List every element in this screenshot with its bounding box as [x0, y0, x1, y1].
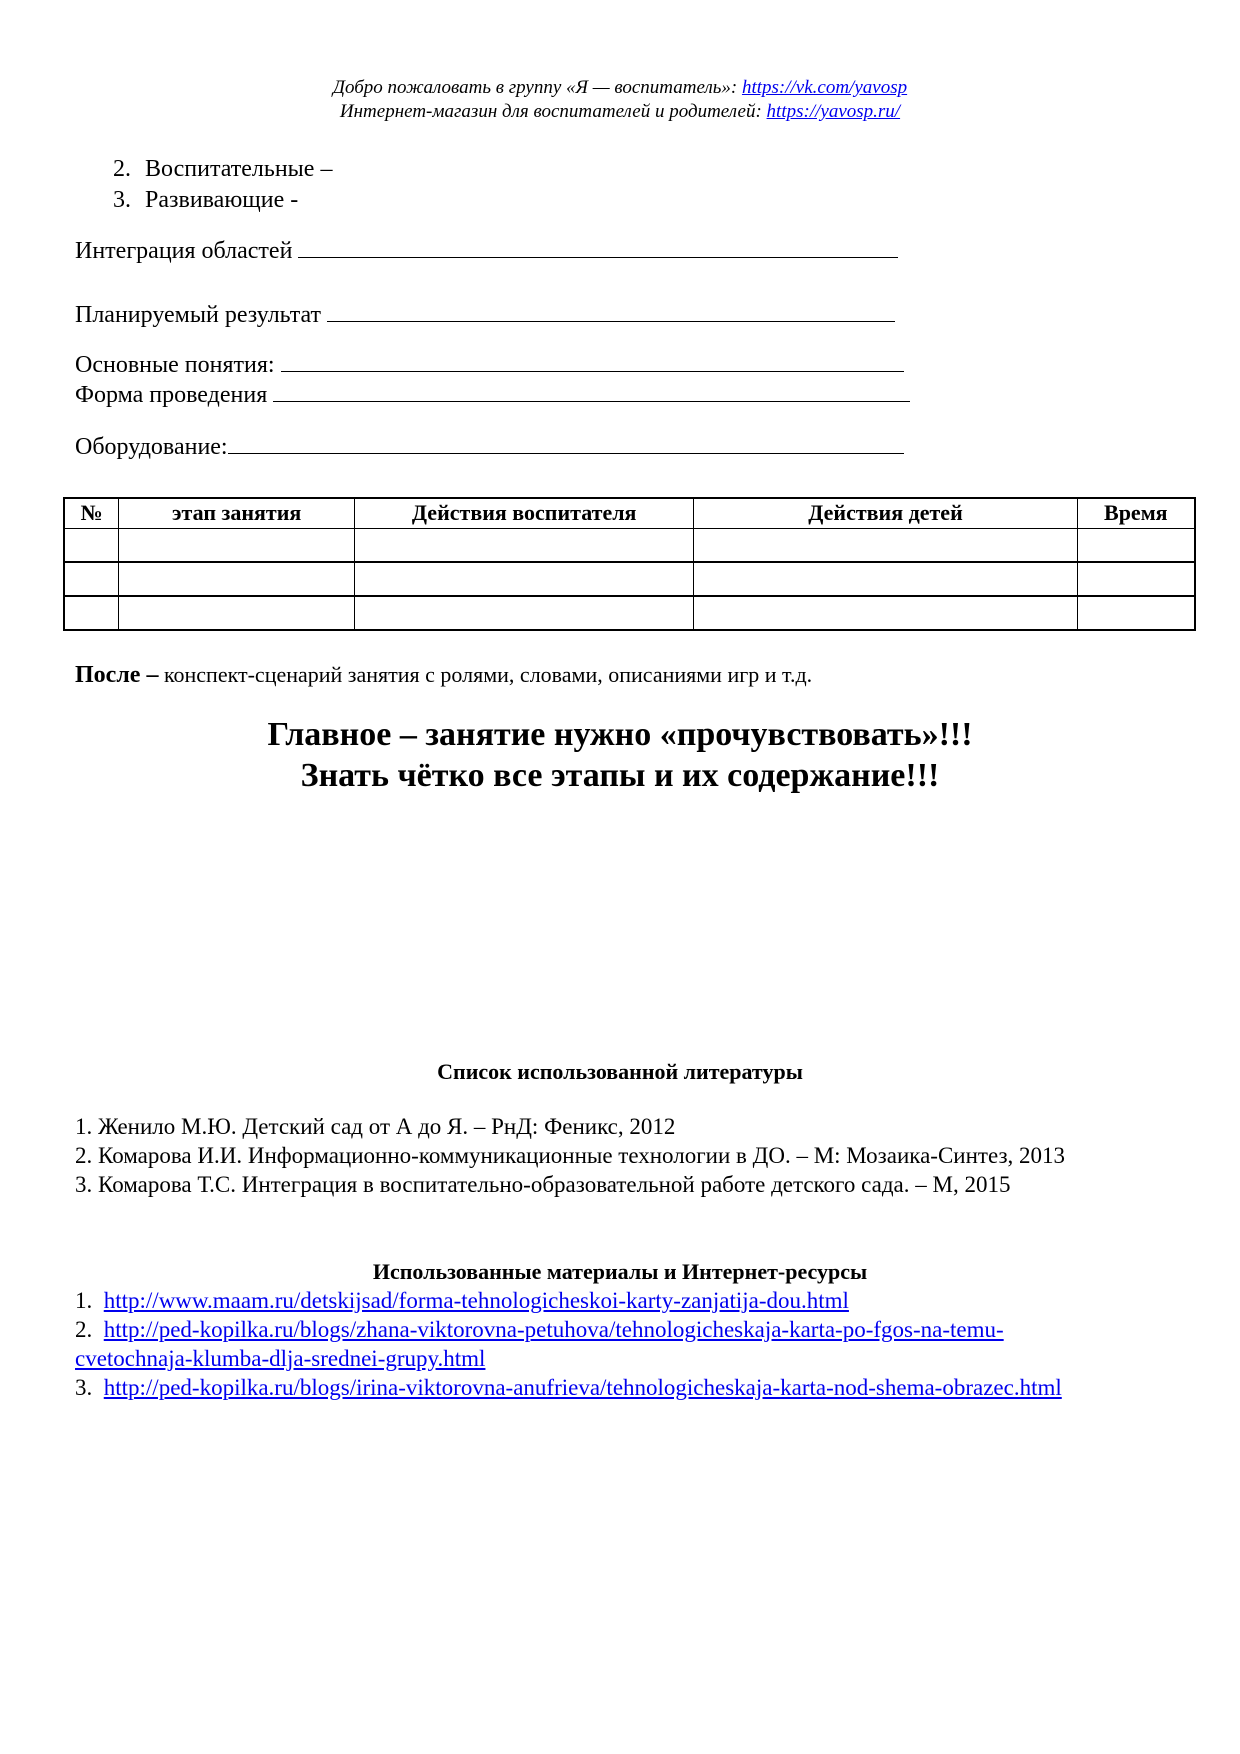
resource-link[interactable]: http://ped-kopilka.ru/blogs/zhana-viktorovna-petuhova/tehnologicheskaja-karta-po-fgos-na-temu- — [103, 1317, 1004, 1342]
lesson-table — [63, 497, 1196, 631]
col-teacher: Действия воспитателя — [354, 498, 693, 528]
resource-link[interactable]: http://www.maam.ru/detskijsad/forma-tehnologicheskoi-karty-zanjatija-dou.html — [103, 1288, 849, 1313]
resource-item: 2. http://ped-kopilka.ru/blogs/zhana-viktorovna-petuhova/tehnologicheskaja-karta-po-fgos-na-temu- — [75, 1317, 1004, 1342]
literature-item: 1. Женило М.Ю. Детский сад от А до Я. – РнД: Феникс, 2012 — [75, 1114, 676, 1139]
header-line-1: Добро пожаловать в группу «Я — воспитатель»: https://vk.com/yavosp — [332, 77, 908, 98]
resource-link[interactable]: cvetochnaja-klumba-dlja-srednei-grupy.html — [75, 1346, 486, 1371]
literature-item: 3. Комарова Т.С. Интеграция в воспитательно-образовательной работе детского сада. – М, 2015 — [75, 1172, 1011, 1197]
header-line-2: Интернет-магазин для воспитателей и родителей: https://yavosp.ru/ — [339, 101, 901, 122]
after-note: После – конспект-сценарий занятия с ролями, словами, описаниями игр и т.д. — [75, 662, 813, 688]
field-result: Планируемый результат — [75, 300, 895, 329]
table-row — [64, 596, 1195, 630]
field-integration: Интеграция областей — [75, 236, 898, 265]
literature-item: 2. Комарова И.И. Информационно-коммуникационные технологии в ДО. – М: Мозаика-Синтез, 2013 — [75, 1143, 1066, 1168]
resources-title: Использованные материалы и Интернет-ресурсы — [372, 1259, 868, 1284]
col-children: Действия детей — [694, 498, 1077, 528]
field-equipment: Оборудование: — [75, 432, 904, 461]
shop-link[interactable]: https://yavosp.ru/ — [766, 101, 901, 122]
field-concepts: Основные понятия: — [75, 350, 904, 379]
list-item: 2. Воспитательные – — [113, 156, 333, 182]
vk-link[interactable]: https://vk.com/yavosp — [741, 77, 908, 98]
resource-item: 3. http://ped-kopilka.ru/blogs/irina-viktorovna-anufrieva/tehnologicheskaja-karta-nod-shema-obrazec.html — [75, 1375, 1062, 1400]
col-stage: этап занятия — [119, 498, 355, 528]
table-row — [64, 528, 1195, 562]
resource-item: 1. http://www.maam.ru/detskijsad/forma-tehnologicheskoi-karty-zanjatija-dou.html — [75, 1288, 849, 1313]
table-row — [64, 562, 1195, 596]
headline-2: Знать чётко все этапы и их содержание!!! — [300, 757, 940, 794]
literature-title: Список использованной литературы — [437, 1059, 803, 1084]
col-number: № — [64, 498, 119, 528]
resource-link[interactable]: http://ped-kopilka.ru/blogs/irina-viktorovna-anufrieva/tehnologicheskaja-karta-nod-shema-obrazec.html — [103, 1375, 1062, 1400]
resource-item-cont — [75, 1346, 485, 1372]
col-time: Время — [1077, 498, 1195, 528]
field-form: Форма проведения — [75, 380, 910, 409]
headline-1: Главное – занятие нужно «прочувствовать»!!! — [267, 716, 973, 753]
list-item: 3. Развивающие - — [113, 187, 299, 213]
